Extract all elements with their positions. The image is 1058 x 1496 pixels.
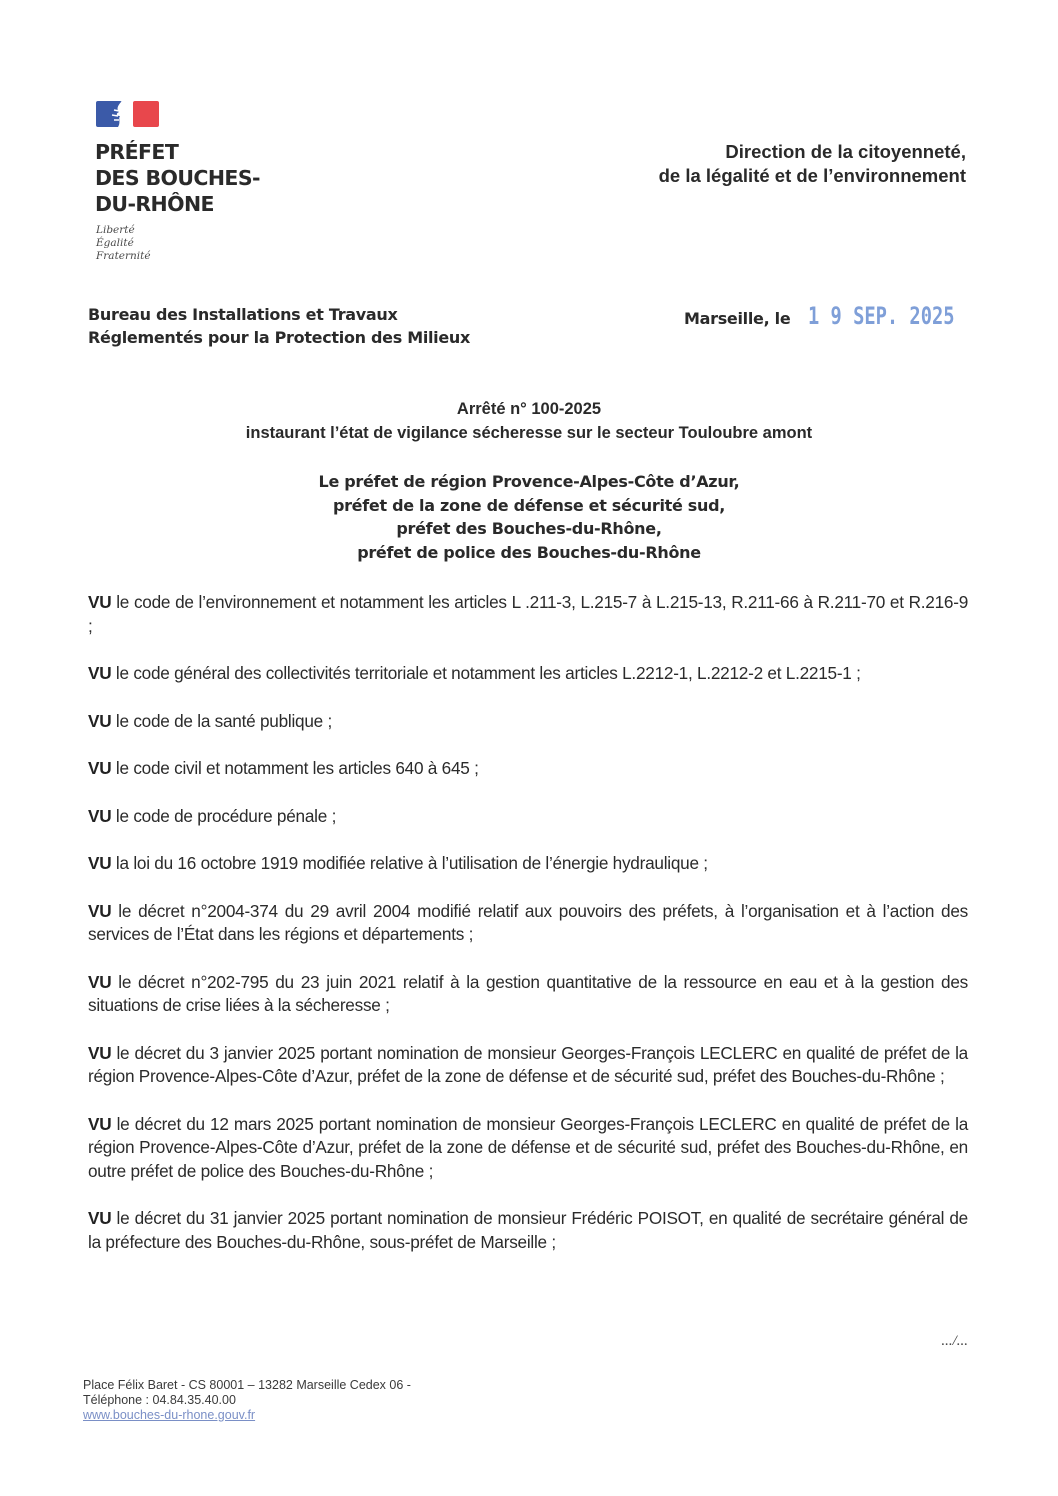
vu-prefix: VU [88, 971, 112, 992]
republic-motto [96, 224, 151, 263]
bureau-line: Réglementés pour la Protection des Milieux [88, 328, 471, 347]
considerant-item [88, 900, 968, 947]
considerant-text: le décret du 12 mars 2025 portant nomination de monsieur Georges-François LECLERC en qualité de préfet de la région Provence-Alpes-Côte d’Azur, préfet de la zone de défense et de sécurité sud, préfet des Bouches-du-Rhône, en outre préfet de police des Bouches-du-Rhône ; [88, 1113, 968, 1181]
vu-prefix: VU [88, 1208, 112, 1228]
footer-phone: Téléphone : 04.84.35.40.00 [83, 1393, 236, 1407]
vu-prefix: VU [88, 710, 112, 731]
vu-prefix: VU [88, 853, 112, 873]
marianne-flag-icon [96, 101, 159, 127]
date-line [684, 302, 996, 330]
vu-prefix: VU [88, 663, 112, 683]
considerant-item [88, 805, 968, 829]
considerant-text: le code général des collectivités territoriale et notamment les articles L.2212-1, L.2212-2 et L.2215-1 ; [111, 663, 861, 683]
decree-subject: instaurant l’état de vigilance sécheresse sur le secteur Touloubre amont [245, 424, 813, 442]
authority-line: Le préfet de région Provence-Alpes-Côte d’Azur, [318, 472, 740, 491]
direction-line: Direction de la citoyenneté, [725, 141, 966, 162]
date-label: Marseille, le [684, 309, 791, 328]
considerant-text: le code de procédure pénale ; [111, 805, 337, 826]
vu-prefix: VU [88, 758, 112, 778]
considerant-item [88, 1042, 968, 1089]
direction-header [659, 140, 966, 188]
continuation-mark: .../... [941, 1333, 968, 1349]
considerant-text: le code de l’environnement et notamment les articles L .211-3, L.215-7 à L.215-13, R.211-66 à R.211-70 et R.216-9 ; [88, 592, 968, 636]
authority-block [0, 470, 1058, 564]
considerant-text: le décret n°202-795 du 23 juin 2021 relatif à la gestion quantitative de la ressource en eau et à la gestion des situations de crise liées à la sécheresse ; [88, 971, 968, 1015]
prefecture-logo-title [95, 139, 260, 217]
considerant-item [88, 757, 968, 781]
footer-website-link[interactable]: www.bouches-du-rhone.gouv.fr [83, 1408, 256, 1422]
vu-prefix: VU [88, 1042, 112, 1063]
motto-line: Liberté [96, 224, 135, 236]
footer [83, 1378, 411, 1423]
considerant-item [88, 591, 968, 638]
decree-number: Arrêté n° 100-2025 [456, 400, 602, 418]
vu-prefix: VU [88, 900, 112, 921]
considerant-item [88, 710, 968, 734]
authority-line: préfet des Bouches-du-Rhône, [396, 519, 662, 538]
vu-prefix: VU [88, 805, 112, 826]
date-stamp: 1 9 SEP. 2025 [808, 302, 955, 330]
direction-line: de la légalité et de l’environnement [658, 165, 966, 186]
decree-title [0, 397, 1058, 445]
considerant-text: le décret n°2004-374 du 29 avril 2004 modifié relatif aux pouvoirs des préfets, à l’organisation et à l’action des services de l’État dans les régions et départements ; [88, 900, 968, 944]
bureau-header [88, 303, 470, 349]
vu-prefix: VU [88, 592, 112, 612]
considerants-list [88, 591, 968, 1254]
footer-address: Place Félix Baret - CS 80001 – 13282 Marseille Cedex 06 - [83, 1378, 411, 1392]
considerant-item [88, 662, 968, 686]
considerant-text: le code de la santé publique ; [111, 710, 333, 731]
vu-prefix: VU [88, 1113, 112, 1134]
considerant-text: la loi du 16 octobre 1919 modifiée relative à l’utilisation de l’énergie hydraulique ; [111, 853, 708, 873]
authority-line: préfet de police des Bouches-du-Rhône [357, 542, 701, 562]
considerant-item [88, 852, 968, 876]
considerant-text: le décret du 3 janvier 2025 portant nomination de monsieur Georges-François LECLERC en qualité de préfet de la région Provence-Alpes-Côte d’Azur, préfet de la zone de défense et de sécurité sud, préfet des Bouches-du-Rhône ; [88, 1042, 968, 1086]
considerant-item [88, 1113, 968, 1184]
motto-line: Fraternité [96, 250, 151, 262]
logo-title-line: DU-RHÔNE [95, 192, 214, 216]
considerant-item [88, 1207, 968, 1254]
authority-line: préfet de la zone de défense et sécurité sud, [332, 495, 726, 515]
logo-title-line: DES BOUCHES- [95, 166, 260, 190]
bureau-line: Bureau des Installations et Travaux [88, 305, 398, 324]
considerant-item [88, 971, 968, 1018]
logo-title-line: PRÉFET [95, 140, 179, 164]
motto-line: Égalité [96, 237, 134, 249]
considerant-text: le code civil et notamment les articles 640 à 645 ; [111, 758, 479, 778]
considerant-text: le décret du 31 janvier 2025 portant nomination de monsieur Frédéric POISOT, en qualité de secrétaire général de la préfecture des Bouches-du-Rhône, sous-préfet de Marseille ; [88, 1208, 968, 1252]
